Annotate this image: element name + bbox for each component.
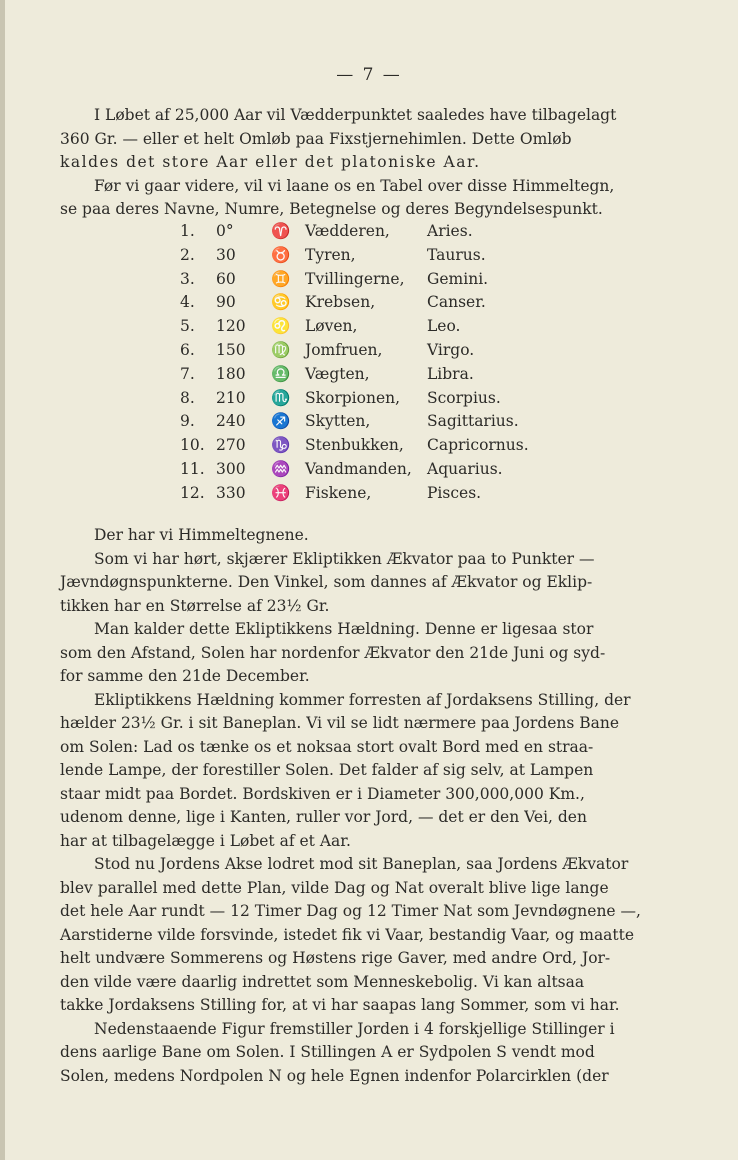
body-text: [60, 524, 680, 1088]
zodiac-latin-name: Capricornus.: [427, 436, 529, 455]
intro-paragraph: [60, 104, 680, 222]
zodiac-degree: 300: [216, 459, 246, 478]
text-line: Solen, medens Nordpolen N og hele Egnen indenfor Polarcirklen (der: [60, 1066, 609, 1085]
zodiac-danish-name: Tvillingerne,: [305, 269, 405, 288]
zodiac-number: 11.: [180, 459, 205, 478]
zodiac-row: [180, 220, 547, 244]
zodiac-number: 5.: [180, 317, 195, 336]
zodiac-symbol: ♍: [271, 340, 291, 359]
zodiac-degree: 90: [216, 293, 236, 312]
zodiac-row: [180, 363, 547, 387]
zodiac-symbol: ♏: [271, 388, 291, 407]
zodiac-danish-name: Stenbukken,: [305, 436, 404, 455]
zodiac-degree: 150: [216, 340, 246, 359]
page-binding-edge: [0, 0, 5, 1160]
zodiac-row: [180, 434, 547, 458]
text-line: helt undvære Sommerens og Høstens rige Gaver, med andre Ord, Jor-: [60, 949, 611, 967]
zodiac-row: [180, 482, 547, 506]
zodiac-danish-name: Vædderen,: [305, 222, 390, 240]
text-line: Jævndøgnspunkterne. Den Vinkel, som dannes af Ækvator og Eklip-: [60, 573, 593, 591]
zodiac-danish-name: Vandmanden,: [305, 459, 412, 478]
zodiac-row: [180, 268, 547, 292]
text-line: som den Afstand, Solen har nordenfor Ækvator den 21de Juni og syd-: [60, 643, 606, 662]
zodiac-number: 7.: [180, 364, 195, 383]
zodiac-danish-name: Vægten,: [305, 364, 370, 383]
zodiac-row: [180, 339, 547, 363]
text-line: Aarstiderne vilde forsvinde, istedet fik vi Vaar, bestandig Vaar, og maatte: [60, 925, 635, 944]
zodiac-symbol: ♐: [271, 412, 291, 431]
zodiac-latin-name: Libra.: [427, 364, 474, 383]
zodiac-danish-name: Skytten,: [305, 412, 371, 431]
text-line: om Solen: Lad os tænke os et noksaa stort ovalt Bord med en straa-: [60, 737, 594, 756]
zodiac-latin-name: Taurus.: [427, 245, 486, 264]
zodiac-latin-name: Virgo.: [427, 340, 475, 359]
zodiac-danish-name: Krebsen,: [305, 293, 376, 312]
zodiac-number: 2.: [180, 245, 195, 264]
zodiac-number: 9.: [180, 412, 195, 431]
zodiac-symbol: ♈: [271, 222, 291, 240]
zodiac-row: [180, 387, 547, 411]
text-line: den vilde være daarlig indrettet som Menneskebolig. Vi kan altsaa: [60, 972, 585, 991]
intro-line: kaldes det store Aar eller det platoniske Aar.: [60, 153, 481, 171]
zodiac-symbol: ♌: [271, 317, 291, 336]
zodiac-symbol: ♒: [271, 459, 291, 478]
zodiac-number: 1.: [180, 222, 195, 240]
zodiac-degree: 180: [216, 364, 246, 383]
zodiac-row: [180, 244, 547, 268]
text-line: Der har vi Himmeltegnene.: [94, 526, 309, 544]
text-line: dens aarlige Bane om Solen. I Stillingen A er Sydpolen S vendt mod: [60, 1043, 595, 1061]
zodiac-latin-name: Scorpius.: [427, 388, 501, 407]
zodiac-table: [180, 220, 547, 506]
zodiac-latin-name: Aquarius.: [427, 459, 503, 478]
zodiac-row: [180, 291, 547, 315]
text-line: lende Lampe, der forestiller Solen. Det falder af sig selv, at Lampen: [60, 761, 594, 779]
zodiac-number: 12.: [180, 483, 205, 502]
zodiac-danish-name: Tyren,: [305, 245, 356, 264]
zodiac-latin-name: Gemini.: [427, 269, 489, 288]
zodiac-latin-name: Sagittarius.: [427, 412, 519, 431]
zodiac-degree: 270: [216, 436, 246, 455]
zodiac-number: 4.: [180, 293, 195, 312]
zodiac-number: 3.: [180, 269, 195, 288]
text-line: Som vi har hørt, skjærer Ekliptikken Ækvator paa to Punkter —: [94, 549, 595, 568]
zodiac-symbol: ♓: [271, 483, 291, 502]
text-line: takke Jordaksens Stilling for, at vi har saapas lang Sommer, som vi har.: [60, 996, 620, 1014]
text-line: hælder 23½ Gr. i sit Baneplan. Vi vil se lidt nærmere paa Jordens Bane: [60, 714, 620, 732]
zodiac-row: [180, 315, 547, 339]
text-line: det hele Aar rundt — 12 Timer Dag og 12 Timer Nat som Jevndøgnene —,: [60, 902, 641, 920]
zodiac-degree: 30: [216, 245, 236, 264]
zodiac-latin-name: Aries.: [427, 222, 473, 240]
zodiac-row: [180, 458, 547, 482]
intro-line: se paa deres Navne, Numre, Betegnelse og deres Begyndelsespunkt.: [60, 200, 603, 218]
zodiac-symbol: ♊: [271, 269, 291, 288]
text-line: Ekliptikkens Hældning kommer forresten af Jordaksens Stilling, der: [94, 690, 631, 709]
text-line: har at tilbagelægge i Løbet af et Aar.: [60, 831, 351, 850]
zodiac-degree: 330: [216, 483, 246, 502]
zodiac-degree: 60: [216, 269, 236, 288]
zodiac-danish-name: Fiskene,: [305, 483, 372, 502]
zodiac-symbol: ♎: [271, 364, 291, 383]
zodiac-degree: 120: [216, 317, 246, 336]
zodiac-degree: 0°: [216, 222, 234, 240]
zodiac-latin-name: Leo.: [427, 317, 461, 336]
intro-line: 360 Gr. — eller et helt Omløb paa Fixstjernehimlen. Dette Omløb: [60, 129, 572, 148]
text-line: udenom denne, lige i Kanten, ruller vor Jord, — det er den Vei, den: [60, 808, 587, 826]
zodiac-number: 8.: [180, 388, 195, 407]
zodiac-symbol: ♑: [271, 436, 291, 455]
zodiac-latin-name: Canser.: [427, 293, 486, 312]
zodiac-danish-name: Skorpionen,: [305, 388, 401, 407]
zodiac-symbol: ♉: [271, 245, 291, 264]
text-line: tikken har en Størrelse af 23½ Gr.: [60, 596, 330, 615]
page-number: — 7 —: [336, 65, 402, 85]
text-line: Stod nu Jordens Akse lodret mod sit Baneplan, saa Jordens Ækvator: [94, 855, 629, 873]
text-line: staar midt paa Bordet. Bordskiven er i Diameter 300,000,000 Km.,: [60, 784, 585, 803]
text-line: blev parallel med dette Plan, vilde Dag og Nat overalt blive lige lange: [60, 878, 609, 897]
zodiac-degree: 240: [216, 412, 246, 431]
zodiac-degree: 210: [216, 388, 246, 407]
zodiac-symbol: ♋: [271, 293, 291, 312]
zodiac-danish-name: Løven,: [305, 317, 358, 336]
intro-line: Før vi gaar videre, vil vi laane os en Tabel over disse Himmeltegn,: [94, 176, 615, 195]
zodiac-number: 10.: [180, 436, 205, 455]
zodiac-number: 6.: [180, 340, 195, 359]
zodiac-latin-name: Pisces.: [427, 483, 482, 502]
text-line: for samme den 21de December.: [60, 667, 310, 685]
zodiac-row: [180, 410, 547, 434]
zodiac-danish-name: Jomfruen,: [305, 340, 383, 359]
text-line: Man kalder dette Ekliptikkens Hældning. Denne er ligesaa stor: [94, 620, 594, 638]
text-line: Nedenstaaende Figur fremstiller Jorden i 4 forskjellige Stillinger i: [94, 1019, 615, 1038]
intro-line: I Løbet af 25,000 Aar vil Vædderpunktet saaledes have tilbagelagt: [94, 106, 617, 124]
